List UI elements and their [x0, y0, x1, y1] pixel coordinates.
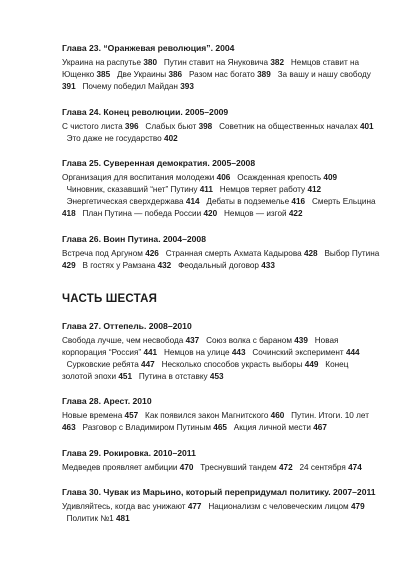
chapter-title: Глава 23. “Оранжевая революция”. 2004: [62, 43, 235, 53]
chapter-entries: [62, 172, 380, 220]
toc-entry-title: Удивляйтесь, когда вас унижают: [62, 502, 186, 511]
toc-entry-page-number: 402: [164, 133, 178, 143]
chapter-title: Глава 26. Воин Путина. 2004–2008: [62, 233, 206, 244]
toc-entry[interactable]: [62, 411, 138, 420]
toc-entry-title: Союз волка с бараном: [206, 335, 292, 345]
toc-entry-title: Немцов — изгой: [224, 209, 287, 218]
toc-section-part-six: [62, 320, 380, 526]
toc-entry-page-number: 441: [143, 347, 158, 357]
toc-entry[interactable]: [62, 249, 159, 258]
toc-entry-title: Треснувший тандем: [200, 462, 277, 472]
chapter-block: [62, 157, 380, 220]
part-title: ЧАСТЬ ШЕСТАЯ: [62, 292, 158, 305]
toc-entry[interactable]: [134, 372, 223, 381]
toc-entry-page-number: 463: [62, 423, 76, 432]
toc-entry[interactable]: [62, 122, 139, 131]
toc-entry-page-number: 428: [303, 248, 318, 258]
toc-entry-page-number: 426: [145, 248, 159, 258]
toc-entry-page-number: 451: [118, 371, 133, 381]
chapter-block: [62, 395, 380, 434]
toc-entry[interactable]: [202, 197, 305, 206]
toc-entry-page-number: 382: [270, 58, 285, 67]
toc-entry-title: Чиновник, сказавший “нет” Путину: [66, 185, 198, 194]
chapter-title: Глава 24. Конец революции. 2005–2009: [62, 106, 229, 117]
toc-entry-page-number: 406: [216, 173, 231, 182]
toc-entry[interactable]: [78, 82, 194, 91]
toc-entry-page-number: 385: [96, 70, 111, 79]
toc-entry[interactable]: [215, 185, 321, 194]
toc-entry[interactable]: [141, 122, 212, 131]
toc-entry[interactable]: [112, 70, 182, 79]
toc-entry-title: План Путина — победа России: [82, 209, 202, 218]
toc-entry-page-number: 432: [157, 260, 172, 270]
toc-entry-title: Энергетическая сверхдержава: [66, 197, 184, 206]
toc-entry-page-number: 389: [257, 70, 271, 79]
toc-entry-title: Осажденная крепость: [237, 173, 322, 182]
toc-entry-page-number: 380: [143, 58, 158, 67]
toc-entry[interactable]: [159, 58, 284, 67]
toc-entry-title: Советник на общественных началах: [219, 121, 358, 131]
toc-entry-page-number: 447: [141, 359, 155, 369]
toc-entry-page-number: 433: [261, 260, 275, 270]
toc-entry-title: Новые времена: [62, 411, 123, 420]
toc-entry-title: Путина в отставку: [138, 371, 208, 381]
toc-entry-title: Конец золотой эпохи: [62, 359, 349, 381]
toc-entry-page-number: 449: [304, 359, 319, 369]
toc-entry-page-number: 396: [124, 121, 139, 131]
toc-entry[interactable]: [62, 360, 155, 369]
toc-entry-title: Встреча под Аргуном: [62, 248, 143, 258]
chapter-entries: [62, 335, 380, 383]
toc-entry-title: Дебаты в подземелье: [206, 197, 290, 206]
chapter-entries: [62, 121, 380, 145]
toc-entry-title: Две Украины: [117, 70, 167, 79]
toc-entry[interactable]: [202, 336, 308, 345]
toc-entry-title: Сочинский эксперимент: [252, 347, 344, 357]
toc-entry-page-number: 412: [307, 185, 322, 194]
chapter-block: [62, 106, 380, 145]
chapter-block: [62, 320, 380, 383]
toc-entry[interactable]: [62, 502, 202, 511]
toc-entry-title: Смерть Ельцина: [311, 197, 376, 206]
toc-entry-page-number: 472: [278, 462, 293, 472]
toc-entry-title: Несколько способов украсть выборы: [161, 359, 303, 369]
toc-entry-page-number: 460: [270, 411, 285, 420]
chapter-block: [62, 233, 380, 272]
toc-entry[interactable]: [78, 261, 171, 270]
toc-section-part-five: [62, 42, 380, 272]
toc-entry-title: Это даже не государство: [66, 133, 162, 143]
toc-entry[interactable]: [233, 173, 337, 182]
toc-entry[interactable]: [78, 423, 227, 432]
toc-entry-title: Путин ставит на Януковича: [163, 58, 269, 67]
toc-entry[interactable]: [62, 463, 193, 472]
toc-entry-page-number: 411: [199, 185, 213, 194]
toc-entry-page-number: 437: [185, 335, 200, 345]
toc-entry-page-number: 401: [359, 121, 374, 131]
toc-entry-title: Выбор Путина: [324, 248, 380, 258]
toc-entry-page-number: 398: [198, 121, 213, 131]
toc-entry[interactable]: [219, 209, 302, 218]
toc-entry-page-number: 386: [168, 70, 183, 79]
toc-entry[interactable]: [184, 70, 270, 79]
toc-entry[interactable]: [215, 122, 374, 131]
toc-entry-title: Феодальный договор: [178, 260, 259, 270]
toc-entry-title: Украина на распутье: [62, 58, 142, 67]
toc-entry-title: Политик №1: [66, 514, 114, 523]
chapter-title: Глава 25. Суверенная демократия. 2005–2008: [62, 158, 256, 168]
toc-entry[interactable]: [229, 423, 327, 432]
toc-entry-title: 24 сентября: [299, 462, 346, 472]
toc-entry[interactable]: [161, 249, 317, 258]
toc-entry-page-number: 444: [345, 347, 360, 357]
toc-entry-page-number: 479: [350, 502, 365, 511]
chapter-title: Глава 28. Арест. 2010: [62, 396, 152, 406]
toc-entry[interactable]: [62, 58, 157, 67]
toc-entry[interactable]: [62, 185, 213, 194]
chapter-title: Глава 30. Чувак из Марьино, который перепридумал политику. 2007–2011: [62, 487, 376, 497]
toc-entry[interactable]: [62, 197, 200, 206]
toc-entry[interactable]: [62, 134, 178, 143]
toc-entry[interactable]: [157, 360, 318, 369]
toc-entry-page-number: 465: [213, 423, 227, 432]
toc-entry[interactable]: [204, 502, 365, 511]
toc-entry-page-number: 477: [187, 502, 202, 511]
toc-entry-title: Странная смерть Ахмата Кадырова: [165, 248, 302, 258]
chapter-title: Глава 29. Рокировка. 2010–2011: [62, 447, 196, 458]
toc-entry-page-number: 409: [323, 173, 338, 182]
toc-entry-title: Сурковские ребята: [66, 359, 139, 369]
chapter-entries: [62, 57, 380, 93]
toc-entry-title: Немцов теряет работу: [219, 185, 306, 194]
toc-entry[interactable]: [295, 463, 362, 472]
toc-entry-page-number: 414: [185, 197, 200, 206]
toc-entry-title: Слабых бьют: [145, 121, 197, 131]
toc-entry[interactable]: [62, 514, 130, 523]
toc-entry-page-number: 481: [115, 514, 130, 523]
toc-entry[interactable]: [159, 348, 245, 357]
table-of-contents: [62, 42, 380, 538]
chapter-title: Глава 27. Оттепель. 2008–2010: [62, 320, 192, 331]
toc-entry-page-number: 422: [288, 209, 303, 218]
toc-entry-title: Разом нас богато: [188, 70, 255, 79]
toc-entry-title: Свобода лучше, чем несвобода: [62, 335, 184, 345]
toc-entry-title: Немцов ставит на Ющенко: [62, 58, 360, 79]
toc-entry-title: Акция личной мести: [233, 423, 311, 432]
toc-entry-page-number: 420: [203, 209, 218, 218]
chapter-entries: [62, 410, 380, 434]
toc-entry[interactable]: [62, 173, 230, 182]
chapter-entries: [62, 248, 380, 272]
chapter-entries: [62, 501, 380, 525]
chapter-block: [62, 447, 380, 474]
toc-entry-title: Новая корпорация “Россия”: [62, 335, 339, 357]
toc-entry-title: Почему победил Майдан: [82, 82, 178, 91]
toc-entry[interactable]: [248, 348, 360, 357]
toc-entry-title: Немцов на улице: [163, 347, 230, 357]
toc-entry[interactable]: [196, 463, 293, 472]
toc-entry-title: В гостях у Рамзана: [82, 260, 156, 270]
chapter-block: [62, 42, 380, 93]
toc-entry-page-number: 439: [294, 335, 308, 345]
toc-entry-page-number: 453: [209, 371, 224, 381]
toc-entry-page-number: 474: [348, 462, 362, 472]
toc-entry[interactable]: [78, 209, 217, 218]
chapter-block: [62, 486, 380, 525]
toc-entry-page-number: 457: [124, 411, 139, 420]
toc-entry-page-number: 416: [291, 197, 306, 206]
toc-entry[interactable]: [140, 411, 284, 420]
toc-entry-page-number: 470: [179, 462, 194, 472]
toc-entry-title: Разговор с Владимиром Путиным: [82, 423, 211, 432]
toc-entry-title: Национализм с человеческим лицом: [208, 502, 349, 511]
toc-entry[interactable]: [174, 261, 275, 270]
toc-entry-title: Организация для воспитания молодежи: [62, 173, 215, 182]
toc-entry-page-number: 393: [180, 82, 194, 91]
toc-entry-title: За вашу и нашу свободу: [277, 70, 371, 79]
toc-entry-title: С чистого листа: [62, 121, 123, 131]
toc-entry-page-number: 429: [62, 260, 76, 270]
chapter-entries: [62, 462, 380, 474]
toc-entry-page-number: 467: [313, 423, 327, 432]
toc-entry-title: Путин. Итоги. 10 лет: [291, 411, 369, 420]
toc-entry-page-number: 391: [62, 82, 76, 91]
toc-entry[interactable]: [62, 336, 199, 345]
toc-entry-title: Медведев проявляет амбиции: [62, 462, 178, 472]
toc-entry-page-number: 418: [62, 209, 76, 218]
toc-entry-title: Как появился закон Магнитского: [145, 411, 269, 420]
toc-entry-page-number: 443: [231, 347, 246, 357]
